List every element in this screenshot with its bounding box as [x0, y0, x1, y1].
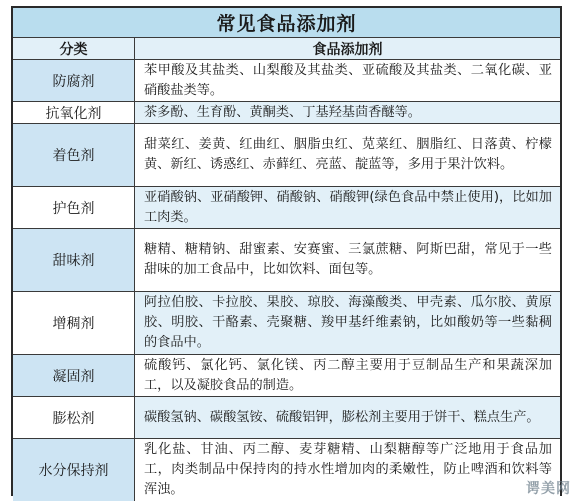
header-additives: 食品添加剂 [135, 38, 560, 60]
row-additives: 乳化盐、甘油、丙二醇、麦芽糖精、山梨糖醇等广泛地用于食品加工，肉类制品中保持肉的持水性增加肉的柔嫩性，防止啤酒和饮料等浑浊。 [135, 439, 560, 501]
row-additives: 阿拉伯胶、卡拉胶、果胶、琼胶、海藻酸类、甲壳素、瓜尔胶、黄原胶、明胶、干酪素、壳聚糖、羧甲基纤维素钠，比如酸奶等一些黏稠的食品中。 [135, 292, 560, 355]
row-category: 防腐剂 [13, 60, 135, 102]
header-category: 分类 [13, 38, 135, 60]
row-additives: 苯甲酸及其盐类、山梨酸及其盐类、亚硫酸及其盐类、二氧化碳、亚硝酸盐类等。 [135, 60, 560, 102]
row-category: 着色剂 [13, 124, 135, 187]
row-additives: 甜菜红、姜黄、红曲红、胭脂虫红、苋菜红、胭脂红、日落黄、柠檬黄、新红、诱惑红、赤藓红、亮蓝、靛蓝等，多用于果汁饮料。 [135, 124, 560, 187]
row-category: 抗氧化剂 [13, 102, 135, 124]
row-category: 甜味剂 [13, 229, 135, 292]
row-category: 膨松剂 [13, 397, 135, 439]
row-additives: 亚硝酸钠、亚硝酸钾、硝酸钠、硝酸钾(绿色食品中禁止使用)，比如加工肉类。 [135, 187, 560, 229]
row-additives: 碳酸氢钠、碳酸氢铵、硫酸铝钾，膨松剂主要用于饼干、糕点生产。 [135, 397, 560, 439]
row-category: 凝固剂 [13, 355, 135, 397]
table-title: 常见食品添加剂 [13, 8, 560, 38]
row-category: 水分保持剂 [13, 439, 135, 501]
row-additives: 硫酸钙、氯化钙、氯化镁、丙二醇主要用于豆制品生产和果蔬深加工，以及凝胶食品的制造。 [135, 355, 560, 397]
row-category: 护色剂 [13, 187, 135, 229]
row-category: 增稠剂 [13, 292, 135, 355]
watermark-logo: 谔美网 [526, 478, 571, 498]
additives-table [11, 6, 562, 496]
row-additives: 糖精、糖精钠、甜蜜素、安赛蜜、三氯蔗糖、阿斯巴甜，常见于一些甜味的加工食品中，比如饮料、面包等。 [135, 229, 560, 292]
row-additives: 茶多酚、生育酚、黄酮类、丁基羟基茴香醚等。 [135, 102, 560, 124]
